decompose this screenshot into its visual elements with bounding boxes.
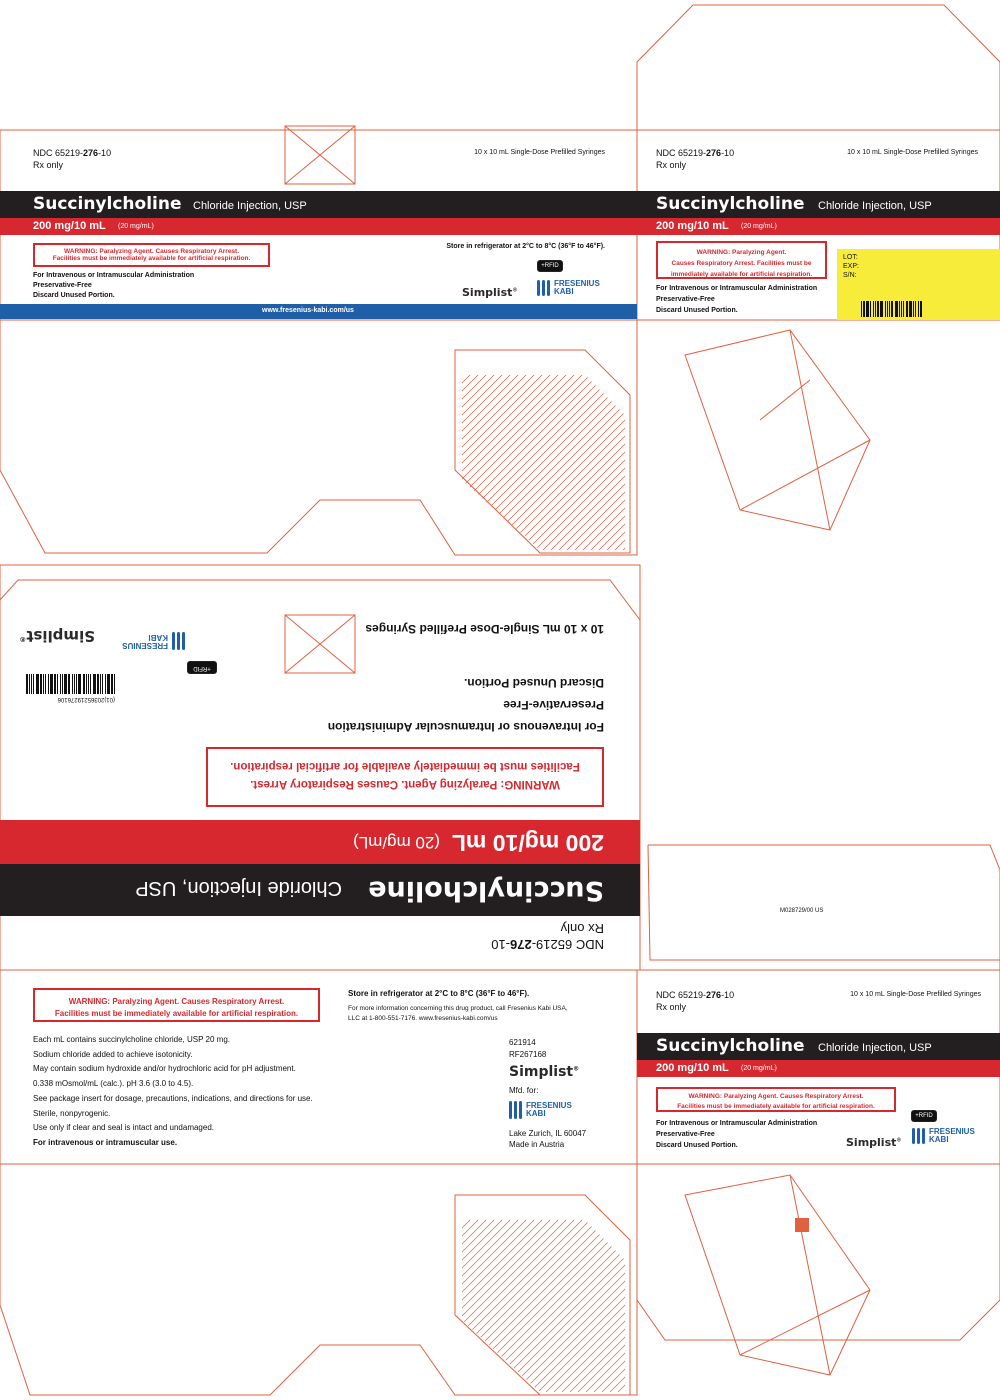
barcode-bar xyxy=(107,674,110,694)
barcode-bar xyxy=(885,301,886,317)
warning-box xyxy=(33,243,270,267)
barcode-bar xyxy=(100,674,101,694)
barcode-bar xyxy=(31,674,32,694)
barcode-bar xyxy=(891,301,893,317)
warning-box-4 xyxy=(656,1087,896,1112)
simplist-logo-3 xyxy=(846,1136,901,1149)
fresenius-icon xyxy=(509,1101,522,1119)
strength-front: 200 mg/10 mL xyxy=(451,830,604,856)
warning-line-1: WARNING: Paralyzing Agent. Causes Respiratory Arrest. xyxy=(63,248,240,255)
composition-line: Use only if clear and seal is intact and undamaged. xyxy=(33,1123,214,1133)
drug-name: Succinylcholine xyxy=(33,194,182,214)
route-3: For Intravenous or Intramuscular Administration xyxy=(656,1120,818,1127)
strength-conc-3: (20 mg/mL) xyxy=(741,1065,777,1072)
strength-band-2 xyxy=(637,218,1000,235)
route-2: For Intravenous or Intramuscular Administration xyxy=(656,285,818,292)
barcode-bar xyxy=(50,674,53,694)
barcode-bar xyxy=(97,674,99,694)
bottom-left-panel xyxy=(0,970,637,1164)
title-band-3 xyxy=(637,1033,1000,1060)
barcode-bar xyxy=(29,674,30,694)
composition-line: 0.338 mOsmol/mL (calc.). pH 3.6 (3.0 to 4.5). xyxy=(33,1079,194,1089)
barcode-bar xyxy=(889,301,890,317)
pack-size-2: 10 x 10 mL Single-Dose Prefilled Syringes xyxy=(847,149,978,156)
route: For Intravenous or Intramuscular Administration xyxy=(33,272,195,279)
barcode-bar xyxy=(60,674,61,694)
simplist-logo-front xyxy=(19,627,95,645)
drug-desc-front: Chloride Injection, USP xyxy=(135,877,342,899)
barcode-bar xyxy=(90,674,91,694)
barcode-bar xyxy=(48,674,49,694)
route-front: For Intravenous or Intramuscular Administration xyxy=(327,720,604,734)
composition-line: Sterile, nonpyrogenic. xyxy=(33,1108,111,1118)
barcode-bar xyxy=(26,674,28,694)
preservative-front: Preservative-Free xyxy=(503,698,604,712)
strength-conc-front: (20 mg/mL) xyxy=(353,833,440,852)
ndc-suffix: -10 xyxy=(98,148,112,158)
barcode-bar xyxy=(88,674,89,694)
barcode-bar xyxy=(111,674,113,694)
code-1: 621914 xyxy=(509,1038,536,1047)
website: www.fresenius-kabi.com/us xyxy=(262,307,354,314)
composition-line: Sodium chloride added to achieve isotonicity. xyxy=(33,1049,193,1059)
warning-line-2: Facilities must be immediately available for artificial respiration. xyxy=(677,1103,875,1110)
preservative-3: Preservative-Free xyxy=(656,1131,715,1138)
brand-text: Simplist xyxy=(846,1136,897,1149)
warning-r2: Causes Respiratory Arrest. Facilities must be xyxy=(671,260,812,267)
strength-conc-2: (20 mg/mL) xyxy=(741,223,777,230)
drug-desc-2: Chloride Injection, USP xyxy=(818,200,932,212)
top-right-panel xyxy=(637,130,1000,320)
brand-mark: ® xyxy=(896,1137,902,1144)
fresenius-icon xyxy=(912,1128,925,1144)
ndc-bold: 276 xyxy=(706,148,722,158)
pack-size: 10 x 10 mL Single-Dose Prefilled Syringes xyxy=(474,149,605,156)
ndc-number-3 xyxy=(656,990,734,1000)
warning-line-2: Facilities must be immediately available for artificial respiration. xyxy=(52,255,251,262)
barcode-bar xyxy=(887,301,888,317)
material-code: M028729/00 US xyxy=(780,908,824,914)
rfid-badge: +RFID xyxy=(537,260,563,272)
fk-line1: FRESENIUS xyxy=(526,1101,572,1110)
strength-3: 200 mg/10 mL xyxy=(656,1062,729,1074)
composition-line: For intravenous or intramuscular use. xyxy=(33,1137,178,1147)
barcode-bar xyxy=(866,301,869,317)
address-2: Made in Austria xyxy=(509,1140,565,1149)
ndc-bold: 276 xyxy=(706,990,722,1000)
barcode-bar xyxy=(78,674,81,694)
title-band-2 xyxy=(637,191,1000,218)
fresenius-icon xyxy=(172,632,185,650)
barcode-bar xyxy=(915,301,916,317)
barcode-bar xyxy=(863,301,865,317)
datamatrix-barcode xyxy=(861,301,923,317)
ndc-prefix: NDC 65219- xyxy=(33,148,84,158)
barcode-bar xyxy=(903,301,904,317)
drug-name-front: Succinylcholine xyxy=(368,875,604,906)
warning-box-3 xyxy=(33,988,320,1022)
fresenius-logo xyxy=(537,280,600,296)
warning-line-1: WARNING: Paralyzing Agent. Causes Respiratory Arrest. xyxy=(688,1093,864,1100)
barcode-bar xyxy=(62,674,63,694)
barcode-bar xyxy=(909,301,912,317)
ndc-suffix: -10 xyxy=(491,937,511,952)
discard-front: Discard Unused Portion. xyxy=(463,676,604,690)
ndc-bold: 276 xyxy=(83,148,99,158)
rx-only-front: Rx only xyxy=(560,921,604,936)
ndc-prefix: NDC 65219- xyxy=(656,990,707,1000)
rfid-badge-3: +RFID xyxy=(911,1110,937,1122)
small-orange-square xyxy=(795,1218,809,1232)
warning-line-1: WARNING: Paralyzing Agent. Causes Respiratory Arrest. xyxy=(68,997,285,1006)
barcode-bar xyxy=(33,674,34,694)
barcode-bar xyxy=(45,674,46,694)
fk-line2: KABI xyxy=(148,633,168,642)
preservative: Preservative-Free xyxy=(33,282,92,289)
warning-box-front xyxy=(206,747,604,807)
ndc-suffix: -10 xyxy=(721,990,735,1000)
warning-r1: WARNING: Paralyzing Agent. xyxy=(696,249,787,256)
barcode-bar xyxy=(102,674,103,694)
brand-text: Simplist xyxy=(26,627,95,645)
rfid-badge-front: +RFID xyxy=(187,661,217,674)
title-band xyxy=(0,191,637,218)
lot-exp-box xyxy=(837,249,1000,320)
storage-2: Store in refrigerator at 2°C to 8°C (36°F to 46°F). xyxy=(348,989,530,998)
barcode-bar xyxy=(57,674,58,694)
barcode-bar xyxy=(861,301,862,317)
discard-2: Discard Unused Portion. xyxy=(656,307,738,314)
barcode-bar xyxy=(901,301,902,317)
barcode-bar xyxy=(913,301,914,317)
storage: Store in refrigerator at 2°C to 8°C (36°F to 46°F). xyxy=(446,243,605,250)
fresenius-logo-3 xyxy=(912,1128,975,1144)
discard: Discard Unused Portion. xyxy=(33,292,115,299)
ndc-number xyxy=(33,148,111,158)
barcode-bar xyxy=(895,301,898,317)
gtin-text: (01)20365219276106 xyxy=(57,696,115,702)
rx-only-2: Rx only xyxy=(656,160,687,170)
fk-line1: FRESENIUS xyxy=(929,1127,975,1136)
ndc-prefix: NDC 65219- xyxy=(656,148,707,158)
barcode-bar xyxy=(36,674,39,694)
barcode-bar xyxy=(877,301,879,317)
pack-size-front: 10 x 10 mL Single-Dose Prefilled Syringes xyxy=(365,622,604,636)
sn-label: S/N: xyxy=(843,272,857,279)
warning-line-1: WARNING: Paralyzing Agent. Causes Respiratory Arrest. xyxy=(250,778,560,790)
fk-line1: FRESENIUS xyxy=(122,641,168,650)
drug-desc-3: Chloride Injection, USP xyxy=(818,1042,932,1054)
strength-band-front xyxy=(0,820,640,864)
barcode-bar xyxy=(93,674,96,694)
composition-line: May contain sodium hydroxide and/or hydrochloric acid for pH adjustment. xyxy=(33,1064,296,1074)
barcode-bar xyxy=(873,301,874,317)
bottom-right-panel xyxy=(637,970,1000,1164)
fresenius-logo-front xyxy=(122,632,185,650)
fk-line2: KABI xyxy=(554,287,574,296)
strength-2: 200 mg/10 mL xyxy=(656,220,729,232)
simplist-logo-2 xyxy=(509,1064,579,1080)
info-line-1: For more information concerning this drug product, call Fresenius Kabi USA, xyxy=(348,1005,568,1012)
strength: 200 mg/10 mL xyxy=(33,220,106,232)
lot-label: LOT: xyxy=(843,254,858,261)
composition-line: Each mL contains succinylcholine chloride, USP 20 mg. xyxy=(33,1035,230,1044)
drug-name-3: Succinylcholine xyxy=(656,1036,805,1056)
ndc-bold: 276 xyxy=(510,937,532,952)
ndc-number-2 xyxy=(656,148,734,158)
fk-line2: KABI xyxy=(526,1109,546,1118)
website-band xyxy=(0,304,637,319)
mfd-for: Mfd. for: xyxy=(509,1086,539,1095)
barcode-bar xyxy=(870,301,871,317)
barcode-bar xyxy=(880,301,883,317)
barcode-bar xyxy=(105,674,106,694)
front-panel-rotated xyxy=(0,565,640,970)
fk-line1: FRESENIUS xyxy=(554,279,600,288)
ndc-prefix: NDC 65219- xyxy=(531,937,604,952)
code-2: RF267168 xyxy=(509,1050,547,1059)
preservative-2: Preservative-Free xyxy=(656,296,715,303)
ndc-number-front xyxy=(491,937,604,952)
ndc-suffix: -10 xyxy=(721,148,735,158)
barcode-bar xyxy=(64,674,67,694)
barcode-bar xyxy=(83,674,85,694)
barcode-bar xyxy=(76,674,77,694)
barcode-bar xyxy=(906,301,908,317)
brand-mark: ® xyxy=(573,1065,580,1073)
drug-desc: Chloride Injection, USP xyxy=(193,200,307,212)
barcode-bar xyxy=(86,674,87,694)
fresenius-icon xyxy=(537,280,550,296)
barcode-bar xyxy=(68,674,70,694)
warning-r3: immediately available for artificial respiration. xyxy=(670,271,813,278)
barcode-bar xyxy=(74,674,75,694)
barcode-bar xyxy=(918,301,919,317)
composition-list xyxy=(33,1033,313,1151)
warning-line-2: Facilities must be immediately available for artificial respiration. xyxy=(54,1009,299,1018)
info-line-2: LLC at 1-800-551-7176. www.fresenius-kabi.com/us xyxy=(348,1015,498,1022)
pack-size-3: 10 x 10 mL Single-Dose Prefilled Syringes xyxy=(850,991,981,998)
fresenius-logo-2 xyxy=(509,1101,572,1119)
rx-only-3: Rx only xyxy=(656,1002,687,1012)
exp-label: EXP: xyxy=(843,263,859,270)
barcode-bar xyxy=(114,674,115,694)
title-band-front xyxy=(0,864,640,916)
warning-line-2: Facilities must be immediately available for artificial respiration. xyxy=(230,760,580,772)
rx-only: Rx only xyxy=(33,160,64,170)
barcode-bar xyxy=(54,674,56,694)
composition-line: See package insert for dosage, precautions, indications, and directions for use. xyxy=(33,1093,313,1103)
address-1: Lake Zurich, IL 60047 xyxy=(509,1129,587,1138)
barcode-bar xyxy=(43,674,44,694)
discard-3: Discard Unused Portion. xyxy=(656,1142,738,1149)
linear-barcode xyxy=(24,674,115,694)
brand-text: Simplist xyxy=(509,1064,574,1080)
drug-name-2: Succinylcholine xyxy=(656,194,805,214)
fk-line2: KABI xyxy=(929,1135,949,1144)
top-left-panel xyxy=(0,130,637,320)
barcode-bar xyxy=(40,674,42,694)
barcode-bar xyxy=(920,301,922,317)
barcode-bar xyxy=(72,674,73,694)
brand-text: Simplist xyxy=(462,286,513,299)
strength-conc: (20 mg/mL) xyxy=(118,223,154,230)
strength-band xyxy=(0,218,637,235)
warning-box-2 xyxy=(656,241,827,279)
brand-mark: ® xyxy=(512,287,518,294)
brand-mark: ® xyxy=(19,635,27,643)
strength-band-3 xyxy=(637,1060,1000,1077)
simplist-logo xyxy=(462,286,517,299)
barcode-bar xyxy=(899,301,900,317)
barcode-bar xyxy=(875,301,876,317)
